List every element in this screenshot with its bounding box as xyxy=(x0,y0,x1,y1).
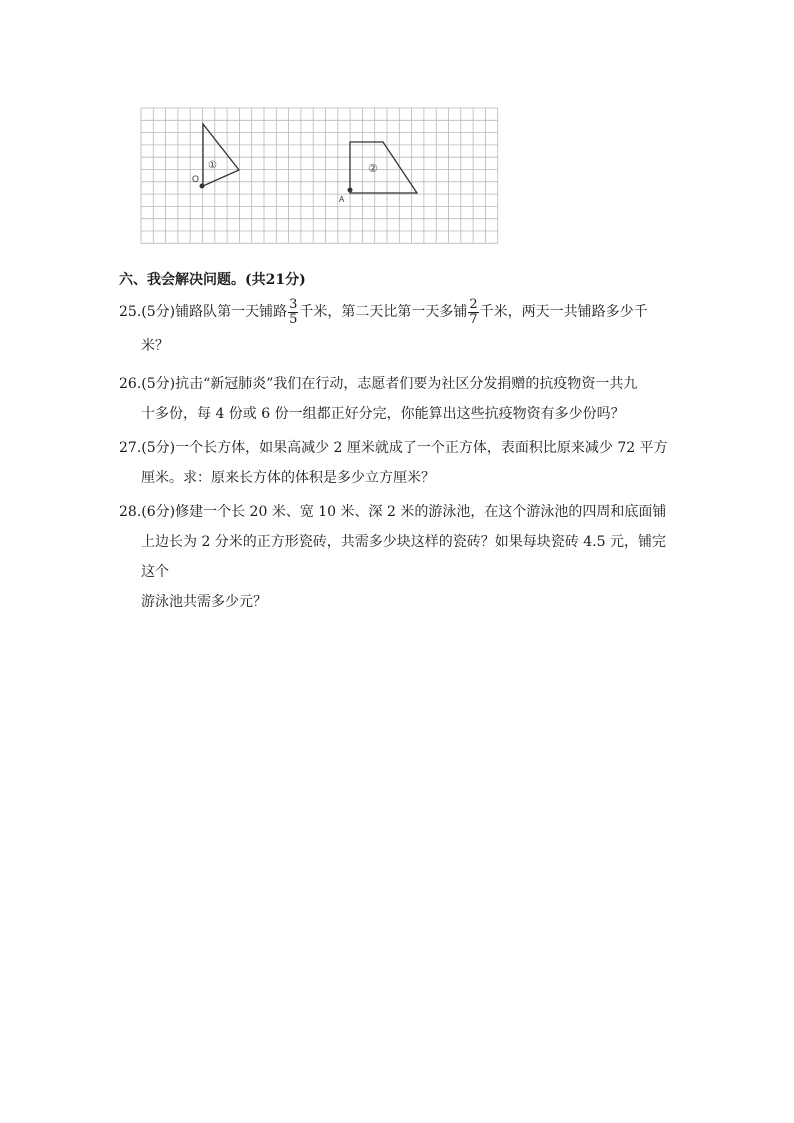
point-a-dot xyxy=(348,188,353,193)
question-number: 26. xyxy=(119,376,142,392)
point-o-dot xyxy=(200,184,205,189)
question-26 xyxy=(119,369,679,429)
triangle-shape xyxy=(203,124,239,186)
question-score: (5分) xyxy=(141,440,176,456)
question-28 xyxy=(119,497,679,617)
point-o-label: O xyxy=(192,174,200,184)
grid-figure xyxy=(139,105,504,251)
fraction-3-5 xyxy=(288,298,298,327)
question-score: (5分) xyxy=(141,376,176,392)
question-number: 27. xyxy=(119,440,142,456)
fraction-denominator: 7 xyxy=(469,311,478,327)
question-text-cont: 厘米。求：原来长方体的体积是多少立方厘米？ xyxy=(141,470,435,486)
question-text: 一个长方体，如果高减少 2 厘米就成了一个正方体，表面积比原来减少 72 平方 xyxy=(175,440,668,456)
point-a-label: A xyxy=(339,195,345,204)
question-number: 28. xyxy=(119,504,142,520)
question-25 xyxy=(119,297,679,361)
question-text-cont: 十多份，每 4 份或 6 份一组都正好分完，你能算出这些抗疫物资有多少份吗？ xyxy=(141,406,625,422)
fraction-2-7 xyxy=(468,298,478,327)
fraction-denominator: 5 xyxy=(289,311,298,327)
question-text-cont: 上边长为 2 分米的正方形瓷砖，共需多少块这样的瓷砖？如果每块瓷砖 4.5 元，铺完这个 xyxy=(141,534,666,580)
question-text: 抗击“新冠肺炎”我们在行动，志愿者们要为社区分发捐赠的抗疫物资一共九 xyxy=(175,376,638,392)
trapezoid-shape xyxy=(350,142,417,193)
shape1-label: ① xyxy=(208,160,217,171)
question-text: 千米，第二天比第一天多铺 xyxy=(299,304,468,320)
question-score: (6分) xyxy=(141,504,176,520)
fraction-numerator: 3 xyxy=(289,296,298,312)
section-title: 六、我会解决问题。(共21分) xyxy=(119,272,306,288)
question-text: 千米，两天一共铺路多少千 xyxy=(479,304,648,320)
question-text: 铺路队第一天铺路 xyxy=(175,304,288,320)
question-number: 25. xyxy=(119,304,142,320)
question-text-cont: 米？ xyxy=(141,338,169,354)
question-text: 修建一个长 20 米、宽 10 米、深 2 米的游泳池，在这个游泳池的四周和底面铺 xyxy=(175,504,667,520)
question-text-cont: 游泳池共需多少元？ xyxy=(141,594,267,610)
question-score: (5分) xyxy=(141,304,176,320)
shape2-label: ② xyxy=(368,162,378,175)
question-27 xyxy=(119,433,679,493)
fraction-numerator: 2 xyxy=(469,296,478,312)
